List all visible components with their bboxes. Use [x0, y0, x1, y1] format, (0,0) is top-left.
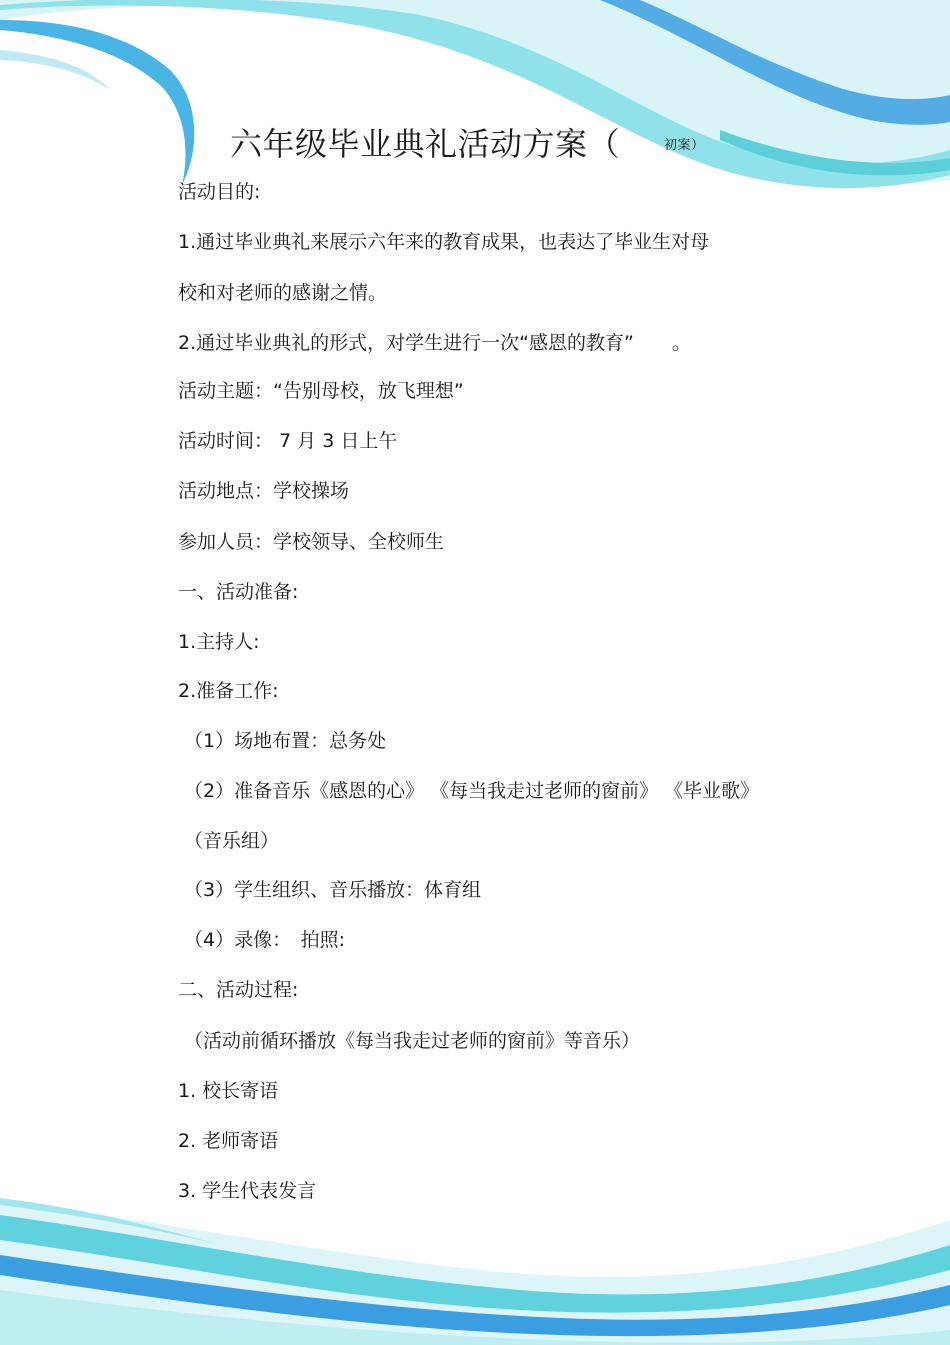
line-purpose-2: 2.通过毕业典礼的形式，对学生进行一次“感恩的教育” 。: [178, 332, 691, 354]
line-location: 活动地点：学校操场: [178, 480, 350, 502]
line-process-2: 2. 老师寄语: [178, 1130, 279, 1152]
line-time: 活动时间： 7 月 3 日上午: [178, 430, 398, 452]
line-prep-item-1: （1）场地布置：总务处: [184, 730, 387, 752]
line-prep-work: 2.准备工作:: [178, 680, 279, 702]
line-host: 1.主持人:: [178, 631, 260, 653]
title-suffix: 初案）: [664, 138, 705, 153]
line-prep-item-2: （2）准备音乐《感恩的心》 《每当我走过老师的窗前》 《毕业歌》: [184, 780, 760, 802]
line-purpose-1b: 校和对老师的感谢之情。: [178, 282, 388, 304]
line-process-note: （活动前循环播放《每当我走过老师的窗前》等音乐）: [184, 1030, 641, 1052]
section-process-heading: 二、活动过程:: [178, 979, 299, 1001]
title-main: 六年级毕业典礼活动方案（: [230, 125, 621, 163]
line-prep-item-4: （4）录像： 拍照:: [184, 929, 345, 951]
section-preparation-heading: 一、活动准备:: [178, 581, 299, 603]
line-purpose-heading: 活动目的:: [178, 181, 261, 203]
line-purpose-1a: 1.通过毕业典礼来展示六年来的教育成果，也表达了毕业生对母: [178, 231, 710, 253]
line-process-3: 3. 学生代表发言: [178, 1180, 317, 1202]
line-prep-item-3: （3）学生组织、音乐播放：体育组: [184, 879, 482, 901]
line-theme: 活动主题：“告别母校，放飞理想”: [178, 380, 464, 402]
line-prep-item-2-cont: （音乐组）: [184, 830, 280, 852]
line-process-1: 1. 校长寄语: [178, 1080, 279, 1102]
line-participants: 参加人员：学校领导、全校师生: [178, 531, 445, 553]
document-title: [230, 122, 705, 168]
